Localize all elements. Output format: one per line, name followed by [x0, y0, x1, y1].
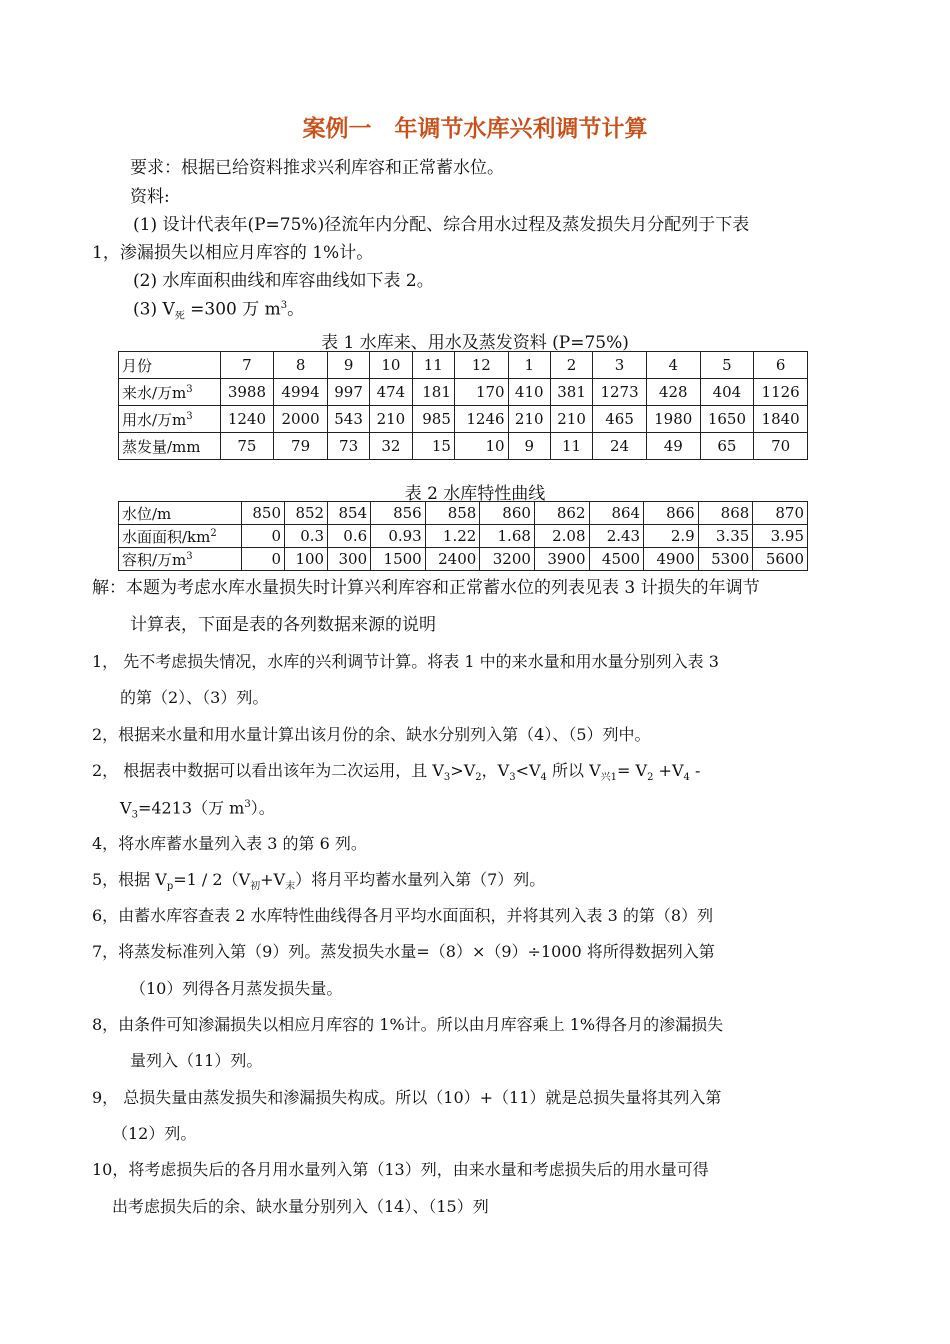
step5-sub: p [166, 881, 174, 893]
table-cell: 852 [285, 502, 328, 525]
step3-sub: 3 [131, 809, 138, 821]
step5-text: +V [260, 870, 286, 889]
table1-row-demand [119, 406, 808, 433]
step3-sup: 3 [244, 799, 251, 810]
table1-month: 9 [327, 352, 369, 379]
table1-month: 4 [646, 352, 700, 379]
row-label [119, 433, 221, 460]
step3-text: 2， 根据表中数据可以看出该年为二次运用，且 V [92, 761, 444, 780]
table1 [118, 351, 808, 460]
table-cell: 3200 [480, 548, 535, 571]
table1-month: 6 [754, 352, 808, 379]
table-cell: 474 [370, 379, 412, 406]
step3-sub: 2 [647, 772, 654, 784]
row-label [119, 406, 221, 433]
step3-text: +V [653, 761, 684, 780]
item3-sup: 3 [280, 300, 288, 311]
step3-text: = V [617, 761, 648, 780]
table-cell: 11 [550, 433, 592, 460]
table-cell: 543 [327, 406, 369, 433]
table-cell: 1650 [700, 406, 754, 433]
table-cell: 2000 [274, 406, 328, 433]
table1-month: 1 [508, 352, 550, 379]
data-item-2: (2) 水库面积曲线和库容曲线如下表 2。 [133, 271, 434, 291]
table1-month: 3 [593, 352, 647, 379]
step-6: 6，由蓄水库容查表 2 水库特性曲线得各月平均水面面积，并将其列入表 3 的第（8）列 [92, 906, 714, 925]
row-label-sup: 3 [186, 383, 193, 395]
table-cell: 210 [550, 406, 592, 433]
table-cell: 410 [508, 379, 550, 406]
requirement-text: 要求：根据已给资料推求兴利库容和正常蓄水位。 [130, 158, 504, 178]
page-title: 案例一 年调节水库兴利调节计算 [302, 116, 648, 142]
table-cell: 2400 [425, 548, 480, 571]
solution-intro-cont: 计算表，下面是表的各列数据来源的说明 [130, 615, 436, 635]
table-cell: 428 [646, 379, 700, 406]
table-cell: 0 [241, 525, 284, 548]
table-cell: 850 [241, 502, 284, 525]
data-item-1: (1) 设计代表年(P=75%)径流年内分配、综合用水过程及蒸发损失月分配列于下表 [133, 215, 750, 235]
table-cell: 2.9 [644, 525, 699, 548]
table-cell: 870 [753, 502, 808, 525]
table-cell: 9 [508, 433, 550, 460]
row-label-text: 来水/万m [122, 383, 187, 402]
table-cell: 65 [700, 433, 754, 460]
table-cell: 858 [425, 502, 480, 525]
table2 [118, 501, 808, 571]
item3-mid: =300 万 m [184, 299, 281, 320]
table-cell: 862 [534, 502, 589, 525]
table-cell: 24 [593, 433, 647, 460]
table-cell: 0.93 [371, 525, 426, 548]
row-label-text: 水面面积/km [122, 527, 211, 546]
data-item-1-cont: 1，渗漏损失以相应月库容的 1%计。 [92, 243, 374, 263]
table-cell: 864 [589, 502, 644, 525]
item3-sub: 死 [174, 311, 185, 323]
step3-sub: 4 [683, 772, 690, 784]
step-10: 10，将考虑损失后的各月用水量列入第（13）列，由来水量和考虑损失后的用水量可得 [92, 1160, 709, 1179]
table-cell: 997 [327, 379, 369, 406]
step3-text: =4213（万 m [137, 798, 245, 818]
table-cell: 860 [480, 502, 535, 525]
table-cell: 73 [327, 433, 369, 460]
table-cell: 1.22 [425, 525, 480, 548]
step3-text: 所以 V [546, 761, 601, 780]
table-cell: 15 [412, 433, 454, 460]
row-label [119, 525, 242, 548]
table-cell: 4900 [644, 548, 699, 571]
step-3-cont [120, 800, 275, 821]
step3-sub: 3 [443, 772, 451, 784]
table1-month: 5 [700, 352, 754, 379]
step-8-cont: 量列入（11）列。 [130, 1051, 263, 1070]
table-cell: 5300 [698, 548, 753, 571]
row-label [119, 548, 242, 571]
step3-text: ）。 [250, 798, 275, 818]
table2-row-volume [119, 548, 808, 571]
row-label-sup: 2 [210, 527, 217, 539]
step3-text: - [689, 761, 701, 780]
row-label-sup: 3 [186, 410, 193, 422]
table2-row-level [119, 502, 808, 525]
step-3 [92, 763, 700, 783]
table-cell: 210 [370, 406, 412, 433]
step-9: 9， 总损失量由蒸发损失和渗漏损失构成。所以（10）+（11）就是总损失量将其列入第 [92, 1088, 722, 1107]
step-4: 4，将水库蓄水量列入表 3 的第 6 列。 [92, 834, 367, 853]
table-cell: 70 [754, 433, 808, 460]
table-cell: 0 [241, 548, 284, 571]
table-cell: 381 [550, 379, 592, 406]
table-cell: 1246 [454, 406, 508, 433]
solution-intro: 解：本题为考虑水库水量损失时计算兴利库容和正常蓄水位的列表见表 3 计损失的年调节 [92, 578, 760, 598]
table-cell: 5600 [753, 548, 808, 571]
step-9-cont: （12）列。 [112, 1124, 197, 1143]
table-cell: 3988 [220, 379, 274, 406]
table-cell: 856 [371, 502, 426, 525]
step3-sub: 3 [509, 772, 516, 784]
step3-text: <V [515, 761, 541, 780]
row-label [119, 502, 242, 525]
table-cell: 10 [454, 433, 508, 460]
table-cell: 4994 [274, 379, 328, 406]
step3-sub: 兴1 [600, 772, 618, 784]
table1-row-inflow [119, 379, 808, 406]
step-5 [92, 872, 545, 892]
table-cell: 1500 [371, 548, 426, 571]
table-cell: 465 [593, 406, 647, 433]
table-cell: 866 [644, 502, 699, 525]
table2-row-area [119, 525, 808, 548]
row-label-text: 水位/m [122, 504, 172, 523]
row-label-text: 蒸发量/mm [122, 437, 201, 456]
table-cell: 3900 [534, 548, 589, 571]
table-cell: 0.3 [285, 525, 328, 548]
row-label [119, 379, 221, 406]
table-cell: 2.08 [534, 525, 589, 548]
table-cell: 854 [328, 502, 371, 525]
row-label-text: 容积/万m [122, 550, 187, 569]
data-item-3 [133, 301, 304, 322]
step-7: 7，将蒸发标准列入第（9）列。蒸发损失水量=（8）×（9）÷1000 将所得数据列入第 [92, 942, 715, 961]
step-7-cont: （10）列得各月蒸发损失量。 [130, 979, 343, 998]
step3-text: V [120, 798, 132, 818]
item3-post: 。 [287, 299, 305, 320]
table-cell: 3.35 [698, 525, 753, 548]
step-2: 2，根据来水量和用水量计算出该月份的余、缺水分别列入第（4）、（5）列中。 [92, 725, 651, 744]
table1-month: 2 [550, 352, 592, 379]
table-cell: 0.6 [328, 525, 371, 548]
step3-text: ，V [481, 761, 510, 780]
step-1-cont: 的第（2）、（3）列。 [120, 688, 269, 707]
table1-month: 11 [412, 352, 454, 379]
table1-row-evaporation [119, 433, 808, 460]
table-cell: 210 [508, 406, 550, 433]
table-cell: 1126 [754, 379, 808, 406]
table1-header-label: 月份 [119, 352, 221, 379]
step5-sub: 初 [250, 881, 261, 893]
table2-caption: 表 2 水库特性曲线 [404, 484, 546, 504]
table1-month: 7 [220, 352, 274, 379]
step3-text: >V [450, 761, 476, 780]
table1-month: 10 [370, 352, 412, 379]
step-10-cont: 出考虑损失后的余、缺水量分别列入（14）、（15）列 [112, 1197, 489, 1216]
step5-text: =1 / 2（V [173, 870, 251, 889]
table-cell: 2.43 [589, 525, 644, 548]
table1-month: 8 [274, 352, 328, 379]
table-cell: 49 [646, 433, 700, 460]
table-cell: 75 [220, 433, 274, 460]
row-label-text: 用水/万m [122, 410, 187, 429]
step5-text: 5，根据 V [92, 870, 167, 889]
table-cell: 1980 [646, 406, 700, 433]
table-cell: 1240 [220, 406, 274, 433]
step-1: 1， 先不考虑损失情况，水库的兴利调节计算。将表 1 中的来水量和用水量分别列入表 3 [92, 652, 719, 671]
step5-text: ）将月平均蓄水量列入第（7）列。 [295, 870, 546, 889]
table-cell: 1273 [593, 379, 647, 406]
step-8: 8，由条件可知渗漏损失以相应月库容的 1%计。所以由月库容乘上 1%得各月的渗漏损失 [92, 1015, 724, 1034]
row-label-sup: 3 [186, 550, 193, 562]
table-cell: 404 [700, 379, 754, 406]
step5-sub: 末 [285, 881, 296, 893]
table-cell: 79 [274, 433, 328, 460]
table-cell: 170 [454, 379, 508, 406]
table-cell: 985 [412, 406, 454, 433]
table1-caption: 表 1 水库来、用水及蒸发资料 (P=75%) [321, 333, 629, 353]
step3-sub: 4 [540, 772, 547, 784]
table-cell: 300 [328, 548, 371, 571]
table-cell: 100 [285, 548, 328, 571]
table-cell: 1.68 [480, 525, 535, 548]
item3-pre: (3) V [133, 299, 175, 320]
table-cell: 3.95 [753, 525, 808, 548]
table1-header-row [119, 352, 808, 379]
step3-sub: 2 [475, 772, 482, 784]
table-cell: 868 [698, 502, 753, 525]
table1-month: 12 [454, 352, 508, 379]
table-cell: 4500 [589, 548, 644, 571]
data-label: 资料: [130, 187, 170, 207]
table-cell: 32 [370, 433, 412, 460]
table-cell: 181 [412, 379, 454, 406]
table-cell: 1840 [754, 406, 808, 433]
